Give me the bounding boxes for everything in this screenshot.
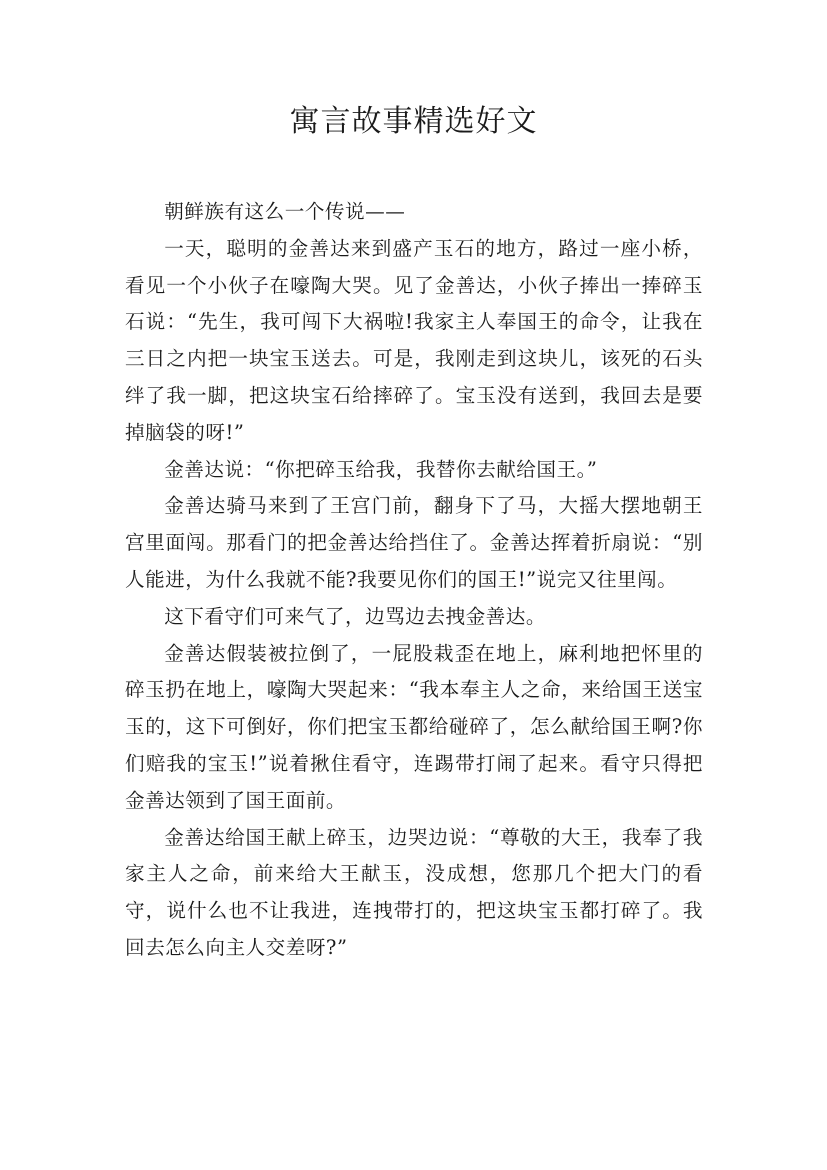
paragraph: 金善达给国王献上碎玉，边哭边说：“尊敬的大王，我奉了我家主人之命，前来给大王献玉，没成想，您那几个把大门的看守，说什么也不让我进，连拽带打的，把这块宝玉都打碎了。我回去怎么向主人交差呀?” bbox=[125, 825, 703, 959]
paragraph: 这下看守们可来气了，边骂边去拽金善达。 bbox=[164, 604, 546, 628]
document-title: 寓言故事精选好文 bbox=[289, 104, 538, 139]
document-body bbox=[125, 194, 703, 967]
paragraph: 金善达说：“你把碎玉给我，我替你去献给国王。” bbox=[164, 457, 598, 481]
paragraph: 朝鲜族有这么一个传说—— bbox=[164, 200, 406, 223]
paragraph: 一天，聪明的金善达来到盛产玉石的地方，路过一座小桥，看见一个小伙子在嚎陶大哭。见了金善达，小伙子捧出一捧碎玉石说：“先生，我可闯下大祸啦!我家主人奉国王的命令，让我在三日之内把一块宝玉送去。可是，我刚走到这块儿，该死的石头绊了我一脚，把这块宝石给摔碎了。宝玉没有送到，我回去是要掉脑袋的呀!” bbox=[125, 236, 703, 444]
paragraph: 金善达骑马来到了王宫门前，翻身下了马，大摇大摆地朝王宫里面闯。那看门的把金善达给挡住了。金善达挥着折扇说：“别人能进，为什么我就不能?我要见你们的国王!”说完又往里闯。 bbox=[125, 494, 703, 591]
paragraph: 金善达假装被拉倒了，一屁股栽歪在地上，麻利地把怀里的碎玉扔在地上，嚎陶大哭起来：“我本奉主人之命，来给国王送宝玉的，这下可倒好，你们把宝玉都给碰碎了，怎么献给国王啊?你们赔我的宝玉!”说着揪住看守，连踢带打闹了起来。看守只得把金善达领到了国王面前。 bbox=[125, 641, 703, 812]
